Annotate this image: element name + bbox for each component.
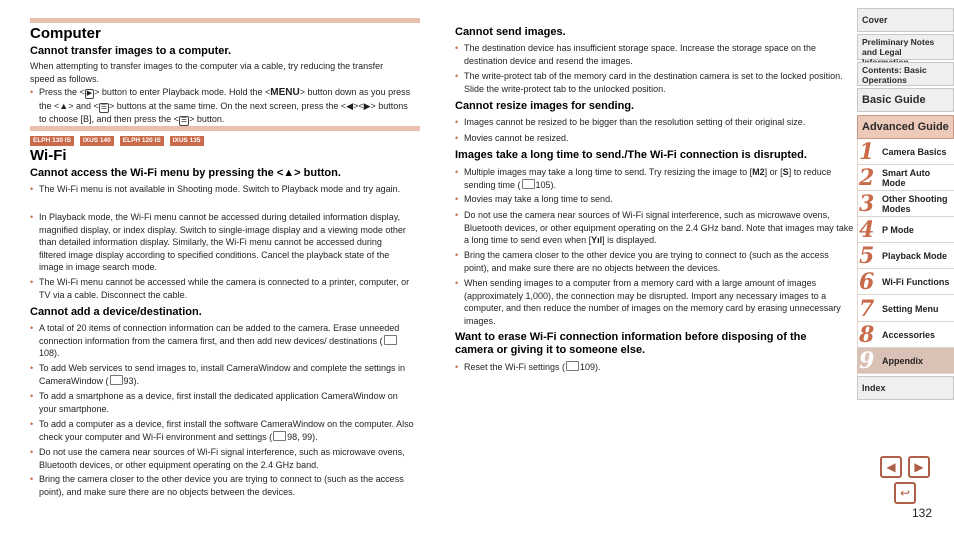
arrow-left-icon: ◀ bbox=[886, 460, 896, 474]
back-button[interactable] bbox=[894, 482, 916, 504]
page-number: 132 bbox=[912, 506, 933, 520]
model-tag: IXUS 140 bbox=[80, 136, 114, 146]
page-ref-icon bbox=[110, 375, 123, 385]
heading-cannot-send: Cannot send images. bbox=[455, 26, 566, 38]
mid-bullet-9: • When sending images to a computer from a memory card with a large amount of images (approximately 1,000), the connection may be disrupted. Import any necessary images to a computer, and then reduce the number of images on the memory card by erasing unnecessary images. bbox=[455, 277, 854, 327]
mid-bullet-1: • The destination device has insufficient storage space. Increase the storage space on the destination device and resend the images. bbox=[455, 42, 854, 67]
sidebar-item-index[interactable]: Index bbox=[857, 376, 954, 400]
sidebar-chapter-7[interactable]: 7 Setting Menu bbox=[857, 296, 954, 322]
sidebar-chapter-4[interactable]: 4 P Mode bbox=[857, 217, 954, 243]
sidebar-chapter-6[interactable]: 6 Wi-Fi Functions bbox=[857, 269, 954, 295]
heading-cannot-transfer: Cannot transfer images to a computer. bbox=[30, 45, 232, 57]
sidebar-chapter-2[interactable]: 2 Smart Auto Mode bbox=[857, 165, 954, 191]
page-ref-icon bbox=[522, 179, 535, 189]
page-ref-icon bbox=[273, 431, 286, 441]
mid-bullet-8: • Bring the camera closer to the other device you are trying to connect to (such as the access point), and make sure there are no objects between the devices. bbox=[455, 249, 854, 274]
sidebar-item-cover[interactable]: Cover bbox=[857, 8, 954, 32]
heading-add-device: Cannot add a device/destination. bbox=[30, 306, 202, 318]
mid-bullet-10: • Reset the Wi-Fi settings ( 109). bbox=[455, 361, 854, 374]
func-set-icon-2: ☰ bbox=[180, 116, 188, 124]
mid-bullet-7: • Do not use the camera near sources of Wi-Fi signal interference, such as microwave ovens, Bluetooth devices, or other equipment operating on the 2.4 GHz band. Note that images may take a long time to send even when [Yıl] is displayed. bbox=[455, 209, 854, 247]
wifi-bullet-7: • To add a computer as a device, first install the software CameraWindow on the computer. Also check your computer and Wi-Fi environment and settings ( 98, 99). bbox=[30, 418, 421, 443]
mid-bullet-5: • Multiple images may take a long time to send. Try resizing the image to [M2] or [S] to reduce sending time ( 105). bbox=[455, 166, 849, 191]
heading-cannot-resize: Cannot resize images for sending. bbox=[455, 100, 635, 112]
next-page-button[interactable] bbox=[908, 456, 930, 478]
model-tag: ELPH 120 IS bbox=[120, 136, 164, 146]
return-arrow-icon: ↩ bbox=[899, 486, 911, 500]
heading-wifi-menu: Cannot access the Wi-Fi menu by pressing the <▲> button. bbox=[30, 167, 341, 179]
playback-icon: ▶ bbox=[86, 90, 93, 97]
model-tags bbox=[30, 136, 204, 146]
section-title-wifi: Wi-Fi bbox=[30, 147, 67, 164]
mid-bullet-6: • Movies may take a long time to send. bbox=[455, 193, 854, 206]
section-bar-computer bbox=[30, 18, 420, 23]
wifi-bullet-4: • A total of 20 items of connection information can be added to the camera. Erase unneeded connection information from the camera first, and then add new devices/ destinations (108). bbox=[30, 322, 411, 360]
sidebar-item-basic-guide[interactable]: Basic Guide bbox=[857, 88, 954, 112]
wifi-bullet-1: • The Wi-Fi menu is not available in Shooting mode. Switch to Playback mode and try again. bbox=[30, 183, 411, 196]
sidebar-item-contents[interactable]: Contents: Basic Operations bbox=[857, 62, 954, 86]
page-ref-icon bbox=[566, 361, 579, 371]
arrow-right-icon: ▶ bbox=[914, 460, 924, 474]
signal-strength-icon: Yıl bbox=[591, 235, 603, 245]
computer-intro: When attempting to transfer images to the computer via a cable, try reducing the transfer speed as follows. bbox=[30, 61, 384, 84]
mid-bullet-4: • Movies cannot be resized. bbox=[455, 132, 854, 145]
wifi-bullet-3: • The Wi-Fi menu cannot be accessed while the camera is connected to a printer, computer, or TV via a cable. Disconnect the cable. bbox=[30, 276, 411, 301]
mid-bullet-2: • The write-protect tab of the memory card in the destination camera is set to the locked position. Slide the write-protect tab to the unlocked position. bbox=[455, 70, 854, 95]
func-set-icon: ☰ bbox=[100, 103, 108, 111]
menu-button-label: MENU bbox=[270, 87, 300, 98]
sidebar-chapter-5[interactable]: 5 Playback Mode bbox=[857, 243, 954, 269]
prev-page-button[interactable] bbox=[880, 456, 902, 478]
page-ref-icon bbox=[384, 335, 397, 345]
m2-size-icon: M2 bbox=[752, 167, 765, 177]
wifi-bullet-9: • Bring the camera closer to the other device you are trying to connect to (such as the access point), and make sure there are no objects between the devices. bbox=[30, 473, 421, 498]
sidebar-chapter-1[interactable]: 1 Camera Basics bbox=[857, 139, 954, 165]
wifi-bullet-8: • Do not use the camera near sources of Wi-Fi signal interference, such as microwave ovens, Bluetooth devices, or other equipment operating on the 2.4 GHz band. bbox=[30, 446, 421, 471]
wifi-bullet-6: • To add a smartphone as a device, first install the dedicated application CameraWindow on your smartphone. bbox=[30, 390, 411, 415]
mid-bullet-3: • Images cannot be resized to be bigger than the resolution setting of their original size. bbox=[455, 116, 859, 129]
section-title-computer: Computer bbox=[30, 25, 101, 42]
model-tag: IXUS 135 bbox=[170, 136, 204, 146]
computer-bullet-1: • Press the < ▶ > button to enter Playback mode. Hold the <MENU> button down as you press the <▲> and < ☰ > buttons at the same time. On the next screen, press the <◀><▶> buttons to choose [B], and then press the < ☰ > button. bbox=[30, 86, 411, 126]
model-tag: ELPH 130 IS bbox=[30, 136, 74, 146]
wifi-bullet-5: • To add Web services to send images to, install CameraWindow and complete the settings in CameraWindow ( 93). bbox=[30, 362, 411, 387]
heading-long-time: Images take a long time to send./The Wi-Fi connection is disrupted. bbox=[455, 149, 807, 161]
sidebar-chapter-9[interactable]: 9 Appendix bbox=[857, 348, 954, 374]
heading-erase-info: Want to erase Wi-Fi connection information before disposing of the camera or giving it to someone else. bbox=[455, 331, 807, 356]
wifi-bullet-2: • In Playback mode, the Wi-Fi menu cannot be accessed during detailed information display, magnified display, or index display. Switch to single-image display and a viewing mode other than detailed information display. Similarly, the Wi-Fi menu cannot be accessed during filtered image display according to specified conditions. Cancel the playback state of the image in image search mode. bbox=[30, 211, 411, 274]
sidebar-item-prelim[interactable]: Preliminary Notes and Legal bbox=[857, 34, 954, 60]
sidebar-item-advanced-guide[interactable]: Advanced Guide bbox=[857, 115, 954, 139]
s-size-icon: S bbox=[782, 167, 789, 177]
sidebar-chapter-3[interactable]: 3 Other Shooting Modes bbox=[857, 191, 954, 217]
section-bar-wifi bbox=[30, 126, 420, 131]
sidebar-chapter-8[interactable]: 8 Accessories bbox=[857, 322, 954, 348]
